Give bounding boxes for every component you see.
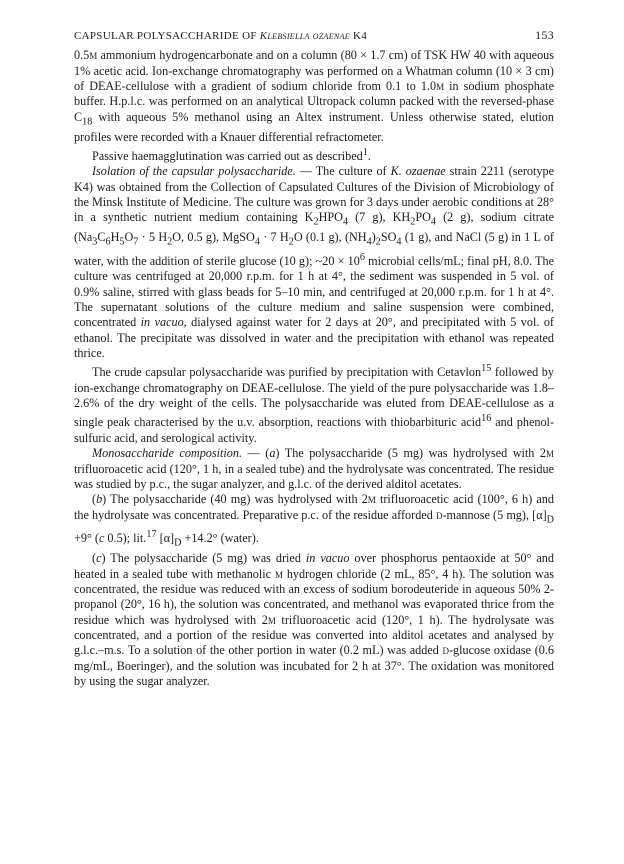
paragraph-purification: The crude capsular polysaccharide was purified by precipitation with Cetavlon$^{15}$ followed by ion-exchange chromatography on DEAE-cellulose. The yield of the pure polysaccharide was 1.8–2.6% of the dry weight of the cells. The polysaccharide was eluted from DEAE-cellulose as a single peak characterised by the u.v. absorption, reactions with thiobarbituric acid$^{16}$ and phenol-sulfuric acid, and serological activity. [74, 363, 555, 445]
paragraph-monosaccharide-c: (c) The polysaccharide (5 mg) was dried in vacuo over phosphorus pentaoxide at 50° and heated in a sealed tube with methanolic m hydrogen chloride (2 mL, 85°, 4 h). The solution was concentrated, the residue was reduced with an excess of sodium borodeuteride in aqueous 50% 2-propanol (20°, 16 h), the solution was concentrated, and methanol was evaporated thrice from the residue which was hydrolysed with 2m trifluoroacetic acid (120°, 1 h). The hydrolysate was concentrated, and a portion of the residue was converted into alditol acetates and analysed by g.l.c.–m.s. To a solution of the other portion in water (0.2 mL) was added d-glucose oxidase (0.6 mg/mL, Boeringer), and the solution was incubated for 2 h at 37°. The oxidation was monitored by using the sugar analyzer. [74, 551, 555, 688]
page-header [74, 28, 554, 44]
paragraph-methods-chromatography: 0.5m ammonium hydrogencarbonate and on a column (80 × 1.7 cm) of TSK HW 40 with aqueous 1% acetic acid. Ion-exchange chromatography was performed on a Whatman column (10 × 3 cm) of DEAE-cellulose with a gradient of sodium chloride from 0.1 to 1.0m in sodium phosphate buffer. H.p.l.c. was performed on an analytical Ultropack column packed with the reversed-phase $C_{18}$ with aqueous 5% methanol using an Altex instrument. Unless otherwise stated, elution profiles were recorded with a Knauer differential refractometer. [74, 48, 554, 144]
paragraph-monosaccharide-b: (b) The polysaccharide (40 mg) was hydrolysed with 2m trifluoroacetic acid (100°, 6 h) and the hydrolysate was concentrated. Preparative p.c. of the residue afforded d-mannose (5 mg), $[\alpha]_D +9^\circ$ (c 0.5); lit.$^{17}$ $[\alpha]_D +14.2^\circ$ (water). [74, 492, 554, 549]
paper-page [74, 28, 554, 689]
paragraph-haemagglutination: Passive haemagglutination was carried out as described$^1$. [92, 146, 371, 163]
running-head: CAPSULAR POLYSACCHARIDE OF Klebsiella ozaenae K4 [74, 30, 368, 42]
paragraph-isolation: Isolation of the capsular polysaccharide. — The culture of K. ozaenae strain 2211 (serotype K4) was obtained from the Collection of Capsulated Cultures of the Division of Microbiology of the Minsk Institute of Medicine. The culture was grown for 3 days under aerobic conditions at 28° in a synthetic nutrient medium containing $K_2HPO_4$ (7 g), $KH_2PO_4$ (2 g), sodium citrate ($Na_3C_6H_5O_7 \cdot 5$ $H_2O$, 0.5 g), MgSO$_4$ · 7 $H_2O$ (0.1 g), $(NH_4)_2SO_4$ (1 g), and NaCl (5 g) in 1 L of water, with the addition of sterile glucose (10 g); ~20 × $10^6$ microbial cells/mL; final pH, 8.0. The culture was centrifuged at 20,000 r.p.m. for 1 h at 4°, the sediment was suspended in 5 vol. of 0.9% saline, stirred with glass beads for 5–10 min, and centrifuged at 20,000 r.p.m. for 1 h at 4°. The supernatant solutions of the culture medium and saline suspension were combined, concentrated in vacuo, dialysed against water for 2 days at 20°, and precipitated with 5 vol. of ethanol. The precipitate was dissolved in water and the precipitation with ethanol was repeated thrice. [74, 164, 554, 360]
page-number: 153 [535, 28, 554, 42]
paragraph-monosaccharide-a: Monosaccharide composition. — (a) The polysaccharide (5 mg) was hydrolysed with 2m trifluoroacetic acid (120°, 1 h, in a sealed tube) and the hydrolysate was concentrated. The residue was studied by p.c., the sugar analyzer, and g.l.c. of the derived alditol acetates. [74, 446, 554, 491]
